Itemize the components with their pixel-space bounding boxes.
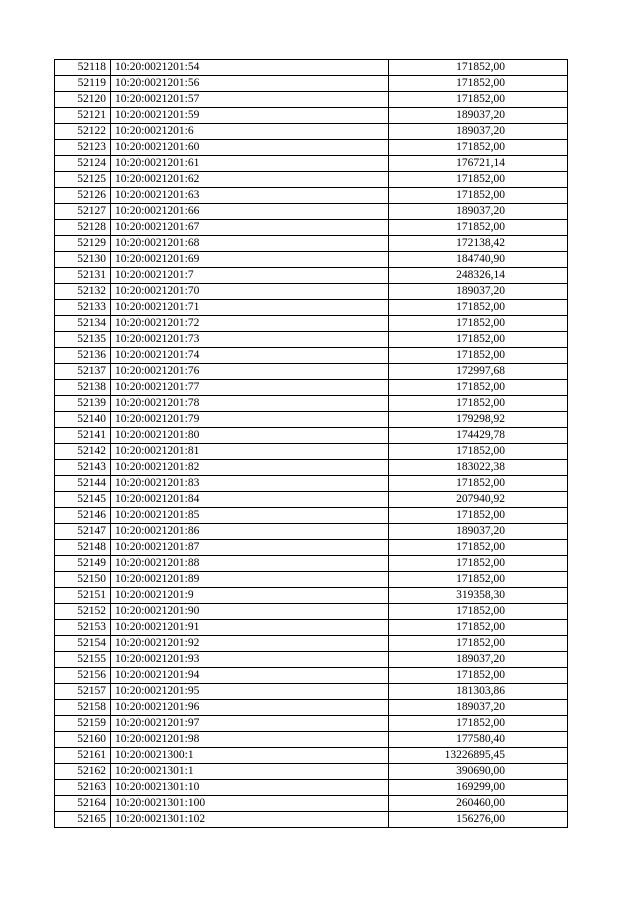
cadastral-value-cell: 13226895,45	[389, 748, 568, 764]
table-row	[55, 588, 568, 604]
table-row	[55, 764, 568, 780]
table-row	[55, 60, 568, 76]
table-row	[55, 748, 568, 764]
table-row	[55, 796, 568, 812]
cadastral-value-cell: 174429,78	[389, 428, 568, 444]
cadastral-number-cell: 10:20:0021201:88	[111, 556, 389, 572]
row-number-cell: 52146	[55, 508, 111, 524]
table-row	[55, 124, 568, 140]
cadastral-value-cell: 171852,00	[389, 476, 568, 492]
row-number-cell: 52163	[55, 780, 111, 796]
cadastral-value-cell: 189037,20	[389, 524, 568, 540]
row-number-cell: 52159	[55, 716, 111, 732]
cadastral-number-cell: 10:20:0021201:89	[111, 572, 389, 588]
row-number-cell: 52119	[55, 76, 111, 92]
row-number-cell: 52120	[55, 92, 111, 108]
row-number-cell: 52164	[55, 796, 111, 812]
cadastral-number-cell: 10:20:0021201:70	[111, 284, 389, 300]
table-row	[55, 652, 568, 668]
cadastral-value-table	[54, 59, 568, 828]
cadastral-number-cell: 10:20:0021201:94	[111, 668, 389, 684]
cadastral-number-cell: 10:20:0021201:72	[111, 316, 389, 332]
table-row	[55, 316, 568, 332]
row-number-cell: 52139	[55, 396, 111, 412]
row-number-cell: 52122	[55, 124, 111, 140]
cadastral-number-cell: 10:20:0021201:92	[111, 636, 389, 652]
table-row	[55, 668, 568, 684]
cadastral-value-cell: 172997,68	[389, 364, 568, 380]
cadastral-value-cell: 171852,00	[389, 92, 568, 108]
table-row	[55, 444, 568, 460]
row-number-cell: 52148	[55, 540, 111, 556]
cadastral-value-cell: 177580,40	[389, 732, 568, 748]
cadastral-value-cell: 171852,00	[389, 508, 568, 524]
cadastral-value-cell: 171852,00	[389, 572, 568, 588]
table-row	[55, 604, 568, 620]
table-row	[55, 396, 568, 412]
cadastral-value-cell: 169299,00	[389, 780, 568, 796]
cadastral-number-cell: 10:20:0021201:68	[111, 236, 389, 252]
table-row	[55, 508, 568, 524]
row-number-cell: 52140	[55, 412, 111, 428]
row-number-cell: 52128	[55, 220, 111, 236]
row-number-cell: 52158	[55, 700, 111, 716]
cadastral-number-cell: 10:20:0021201:93	[111, 652, 389, 668]
cadastral-value-cell: 171852,00	[389, 540, 568, 556]
row-number-cell: 52118	[55, 60, 111, 76]
cadastral-value-cell: 171852,00	[389, 332, 568, 348]
row-number-cell: 52130	[55, 252, 111, 268]
cadastral-value-cell: 176721,14	[389, 156, 568, 172]
row-number-cell: 52125	[55, 172, 111, 188]
cadastral-value-cell: 171852,00	[389, 636, 568, 652]
table-row	[55, 380, 568, 396]
table-row	[55, 812, 568, 828]
cadastral-value-cell: 156276,00	[389, 812, 568, 828]
row-number-cell: 52157	[55, 684, 111, 700]
row-number-cell: 52149	[55, 556, 111, 572]
cadastral-value-cell: 171852,00	[389, 444, 568, 460]
cadastral-number-cell: 10:20:0021300:1	[111, 748, 389, 764]
row-number-cell: 52152	[55, 604, 111, 620]
table-row	[55, 332, 568, 348]
cadastral-number-cell: 10:20:0021201:6	[111, 124, 389, 140]
row-number-cell: 52131	[55, 268, 111, 284]
row-number-cell: 52137	[55, 364, 111, 380]
cadastral-number-cell: 10:20:0021201:74	[111, 348, 389, 364]
cadastral-number-cell: 10:20:0021201:61	[111, 156, 389, 172]
cadastral-number-cell: 10:20:0021201:98	[111, 732, 389, 748]
cadastral-value-cell: 207940,92	[389, 492, 568, 508]
cadastral-number-cell: 10:20:0021301:102	[111, 812, 389, 828]
cadastral-number-cell: 10:20:0021201:63	[111, 188, 389, 204]
table-row	[55, 412, 568, 428]
cadastral-value-cell: 189037,20	[389, 204, 568, 220]
cadastral-value-cell: 319358,30	[389, 588, 568, 604]
row-number-cell: 52134	[55, 316, 111, 332]
table-row	[55, 188, 568, 204]
table-row	[55, 172, 568, 188]
table-row	[55, 428, 568, 444]
cadastral-value-cell: 189037,20	[389, 700, 568, 716]
row-number-cell: 52143	[55, 460, 111, 476]
cadastral-number-cell: 10:20:0021201:59	[111, 108, 389, 124]
cadastral-number-cell: 10:20:0021201:83	[111, 476, 389, 492]
cadastral-number-cell: 10:20:0021201:77	[111, 380, 389, 396]
cadastral-number-cell: 10:20:0021201:67	[111, 220, 389, 236]
row-number-cell: 52145	[55, 492, 111, 508]
row-number-cell: 52144	[55, 476, 111, 492]
cadastral-number-cell: 10:20:0021301:10	[111, 780, 389, 796]
row-number-cell: 52153	[55, 620, 111, 636]
cadastral-number-cell: 10:20:0021201:80	[111, 428, 389, 444]
table-row	[55, 364, 568, 380]
table-row	[55, 556, 568, 572]
cadastral-number-cell: 10:20:0021301:100	[111, 796, 389, 812]
cadastral-number-cell: 10:20:0021201:71	[111, 300, 389, 316]
table-row	[55, 732, 568, 748]
cadastral-number-cell: 10:20:0021301:1	[111, 764, 389, 780]
row-number-cell: 52136	[55, 348, 111, 364]
cadastral-number-cell: 10:20:0021201:79	[111, 412, 389, 428]
row-number-cell: 52165	[55, 812, 111, 828]
cadastral-number-cell: 10:20:0021201:90	[111, 604, 389, 620]
cadastral-value-cell: 171852,00	[389, 140, 568, 156]
table-row	[55, 348, 568, 364]
row-number-cell: 52127	[55, 204, 111, 220]
table-row	[55, 268, 568, 284]
cadastral-number-cell: 10:20:0021201:91	[111, 620, 389, 636]
table-row	[55, 700, 568, 716]
table-row	[55, 204, 568, 220]
cadastral-value-cell: 171852,00	[389, 716, 568, 732]
cadastral-value-cell: 171852,00	[389, 396, 568, 412]
cadastral-number-cell: 10:20:0021201:56	[111, 76, 389, 92]
cadastral-value-cell: 189037,20	[389, 108, 568, 124]
cadastral-number-cell: 10:20:0021201:81	[111, 444, 389, 460]
cadastral-value-cell: 171852,00	[389, 172, 568, 188]
row-number-cell: 52147	[55, 524, 111, 540]
row-number-cell: 52138	[55, 380, 111, 396]
row-number-cell: 52151	[55, 588, 111, 604]
row-number-cell: 52126	[55, 188, 111, 204]
cadastral-value-cell: 171852,00	[389, 220, 568, 236]
row-number-cell: 52155	[55, 652, 111, 668]
cadastral-value-cell: 260460,00	[389, 796, 568, 812]
row-number-cell: 52162	[55, 764, 111, 780]
row-number-cell: 52124	[55, 156, 111, 172]
table-row	[55, 716, 568, 732]
table-row	[55, 300, 568, 316]
cadastral-value-cell: 184740,90	[389, 252, 568, 268]
cadastral-value-cell: 179298,92	[389, 412, 568, 428]
row-number-cell: 52132	[55, 284, 111, 300]
cadastral-value-cell: 390690,00	[389, 764, 568, 780]
table-row	[55, 492, 568, 508]
table-row	[55, 780, 568, 796]
row-number-cell: 52133	[55, 300, 111, 316]
cadastral-value-cell: 171852,00	[389, 188, 568, 204]
row-number-cell: 52161	[55, 748, 111, 764]
cadastral-number-cell: 10:20:0021201:62	[111, 172, 389, 188]
table-row	[55, 460, 568, 476]
cadastral-number-cell: 10:20:0021201:85	[111, 508, 389, 524]
cadastral-value-cell: 171852,00	[389, 316, 568, 332]
row-number-cell: 52150	[55, 572, 111, 588]
table-row	[55, 524, 568, 540]
row-number-cell: 52142	[55, 444, 111, 460]
row-number-cell: 52160	[55, 732, 111, 748]
table-row	[55, 156, 568, 172]
row-number-cell: 52156	[55, 668, 111, 684]
table-row	[55, 284, 568, 300]
cadastral-number-cell: 10:20:0021201:95	[111, 684, 389, 700]
cadastral-number-cell: 10:20:0021201:66	[111, 204, 389, 220]
cadastral-value-cell: 189037,20	[389, 124, 568, 140]
cadastral-value-cell: 171852,00	[389, 380, 568, 396]
table-body	[55, 60, 568, 828]
row-number-cell: 52135	[55, 332, 111, 348]
cadastral-value-cell: 171852,00	[389, 60, 568, 76]
table-row	[55, 540, 568, 556]
table-row	[55, 76, 568, 92]
table-row	[55, 636, 568, 652]
cadastral-value-cell: 171852,00	[389, 620, 568, 636]
cadastral-number-cell: 10:20:0021201:86	[111, 524, 389, 540]
row-number-cell: 52154	[55, 636, 111, 652]
cadastral-number-cell: 10:20:0021201:78	[111, 396, 389, 412]
table-row	[55, 108, 568, 124]
cadastral-number-cell: 10:20:0021201:7	[111, 268, 389, 284]
cadastral-value-cell: 171852,00	[389, 348, 568, 364]
row-number-cell: 52121	[55, 108, 111, 124]
cadastral-number-cell: 10:20:0021201:96	[111, 700, 389, 716]
cadastral-value-cell: 171852,00	[389, 556, 568, 572]
cadastral-number-cell: 10:20:0021201:54	[111, 60, 389, 76]
cadastral-value-cell: 171852,00	[389, 604, 568, 620]
cadastral-number-cell: 10:20:0021201:9	[111, 588, 389, 604]
cadastral-number-cell: 10:20:0021201:69	[111, 252, 389, 268]
cadastral-number-cell: 10:20:0021201:97	[111, 716, 389, 732]
cadastral-value-cell: 171852,00	[389, 300, 568, 316]
row-number-cell: 52129	[55, 236, 111, 252]
cadastral-number-cell: 10:20:0021201:84	[111, 492, 389, 508]
table-row	[55, 220, 568, 236]
table-row	[55, 252, 568, 268]
row-number-cell: 52141	[55, 428, 111, 444]
cadastral-number-cell: 10:20:0021201:76	[111, 364, 389, 380]
table-row	[55, 476, 568, 492]
cadastral-value-cell: 189037,20	[389, 284, 568, 300]
table-row	[55, 620, 568, 636]
row-number-cell: 52123	[55, 140, 111, 156]
cadastral-number-cell: 10:20:0021201:57	[111, 92, 389, 108]
table-row	[55, 92, 568, 108]
cadastral-number-cell: 10:20:0021201:60	[111, 140, 389, 156]
cadastral-number-cell: 10:20:0021201:73	[111, 332, 389, 348]
table-row	[55, 572, 568, 588]
table-row	[55, 140, 568, 156]
cadastral-number-cell: 10:20:0021201:82	[111, 460, 389, 476]
cadastral-value-cell: 171852,00	[389, 76, 568, 92]
table-row	[55, 684, 568, 700]
cadastral-number-cell: 10:20:0021201:87	[111, 540, 389, 556]
cadastral-value-cell: 181303,86	[389, 684, 568, 700]
cadastral-value-cell: 171852,00	[389, 668, 568, 684]
cadastral-value-cell: 248326,14	[389, 268, 568, 284]
table-row	[55, 236, 568, 252]
cadastral-value-cell: 183022,38	[389, 460, 568, 476]
cadastral-value-cell: 172138,42	[389, 236, 568, 252]
cadastral-value-cell: 189037,20	[389, 652, 568, 668]
